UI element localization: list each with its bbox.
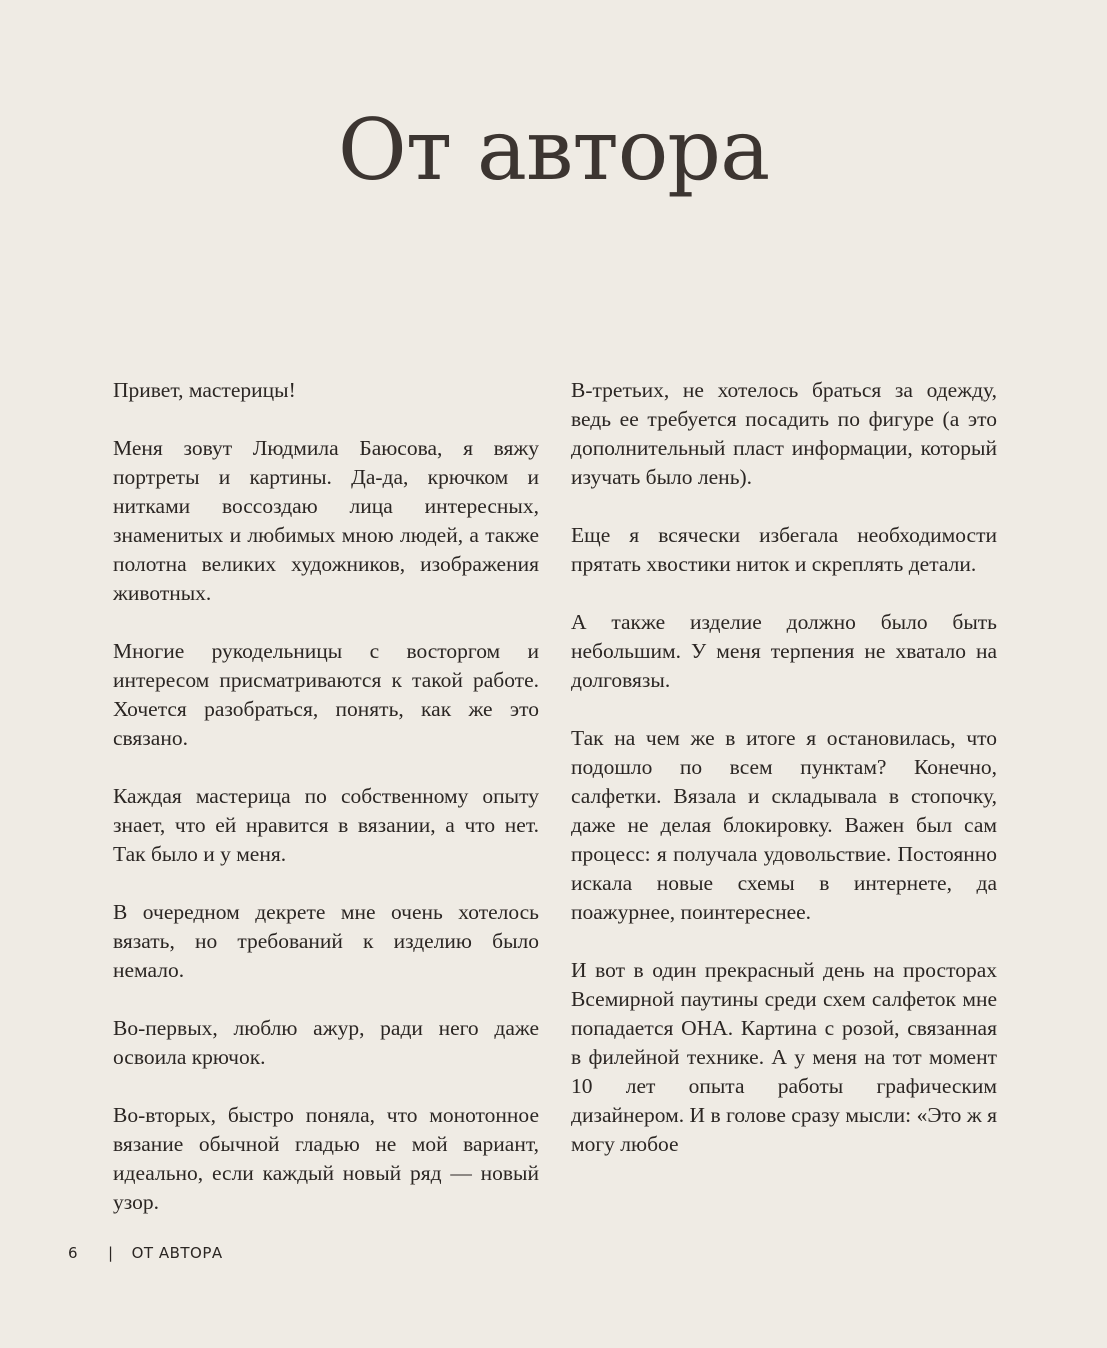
- paragraph: И вот в один прекрасный день на просторах Всемирной паутины среди схем салфеток мне попадается ОНА. Картина с розой, связанная в филейной технике. А у меня на тот момент 10 лет опыта работы графическим дизайнером. И в голове сразу мысли: «Это ж я могу любое: [571, 958, 997, 1156]
- page-title: От автора: [337, 101, 770, 199]
- paragraph: Во-вторых, быстро поняла, что монотонное вязание обычной гладью не мой вариант, идеально, если каждый новый ряд — новый узор.: [113, 1103, 539, 1214]
- right-text-column: [571, 376, 997, 1159]
- page-number: 6: [68, 1244, 79, 1262]
- paragraph: Так на чем же в итоге я остановилась, что подошло по всем пунктам? Конечно, салфетки. Вязала и складывала в стопочку, даже не делая блокировку. Важен был сам процесс: я получала удовольствие. Постоянно искала новые схемы в интернете, да поажурнее, поинтереснее.: [571, 726, 997, 924]
- left-text-column: [113, 376, 539, 1217]
- paragraph: В-третьих, не хотелось браться за одежду, ведь ее требуется посадить по фигуре (а это дополнительный пласт информации, который изучать было лень).: [571, 378, 997, 489]
- paragraph: Еще я всячески избегала необходимости прятать хвостики ниток и скреплять детали.: [571, 523, 997, 576]
- paragraph: А также изделие должно было быть небольшим. У меня терпения не хватало на долговязы.: [571, 610, 997, 692]
- paragraph: Привет, мастерицы!: [113, 378, 296, 402]
- paragraph: В очередном декрете мне очень хотелось вязать, но требований к изделию было немало.: [113, 900, 539, 982]
- page-footer: [68, 1243, 223, 1263]
- paragraph: Каждая мастерица по собственному опыту знает, что ей нравится в вязании, а что нет. Так было и у меня.: [113, 784, 539, 866]
- paragraph: Меня зовут Людмила Баюсова, я вяжу портреты и картины. Да-да, крючком и нитками воссоздаю лица интересных, знаменитых и любимых мною людей, а также полотна великих художников, изображения животных.: [113, 436, 539, 605]
- footer-separator: |: [108, 1244, 114, 1262]
- paragraph: Во-первых, люблю ажур, ради него даже освоила крючок.: [113, 1016, 539, 1069]
- paragraph: Многие рукодельницы с восторгом и интересом присматриваются к такой работе. Хочется разобраться, понять, как же это связано.: [113, 639, 539, 750]
- section-title: ОТ АВТОРА: [131, 1244, 223, 1262]
